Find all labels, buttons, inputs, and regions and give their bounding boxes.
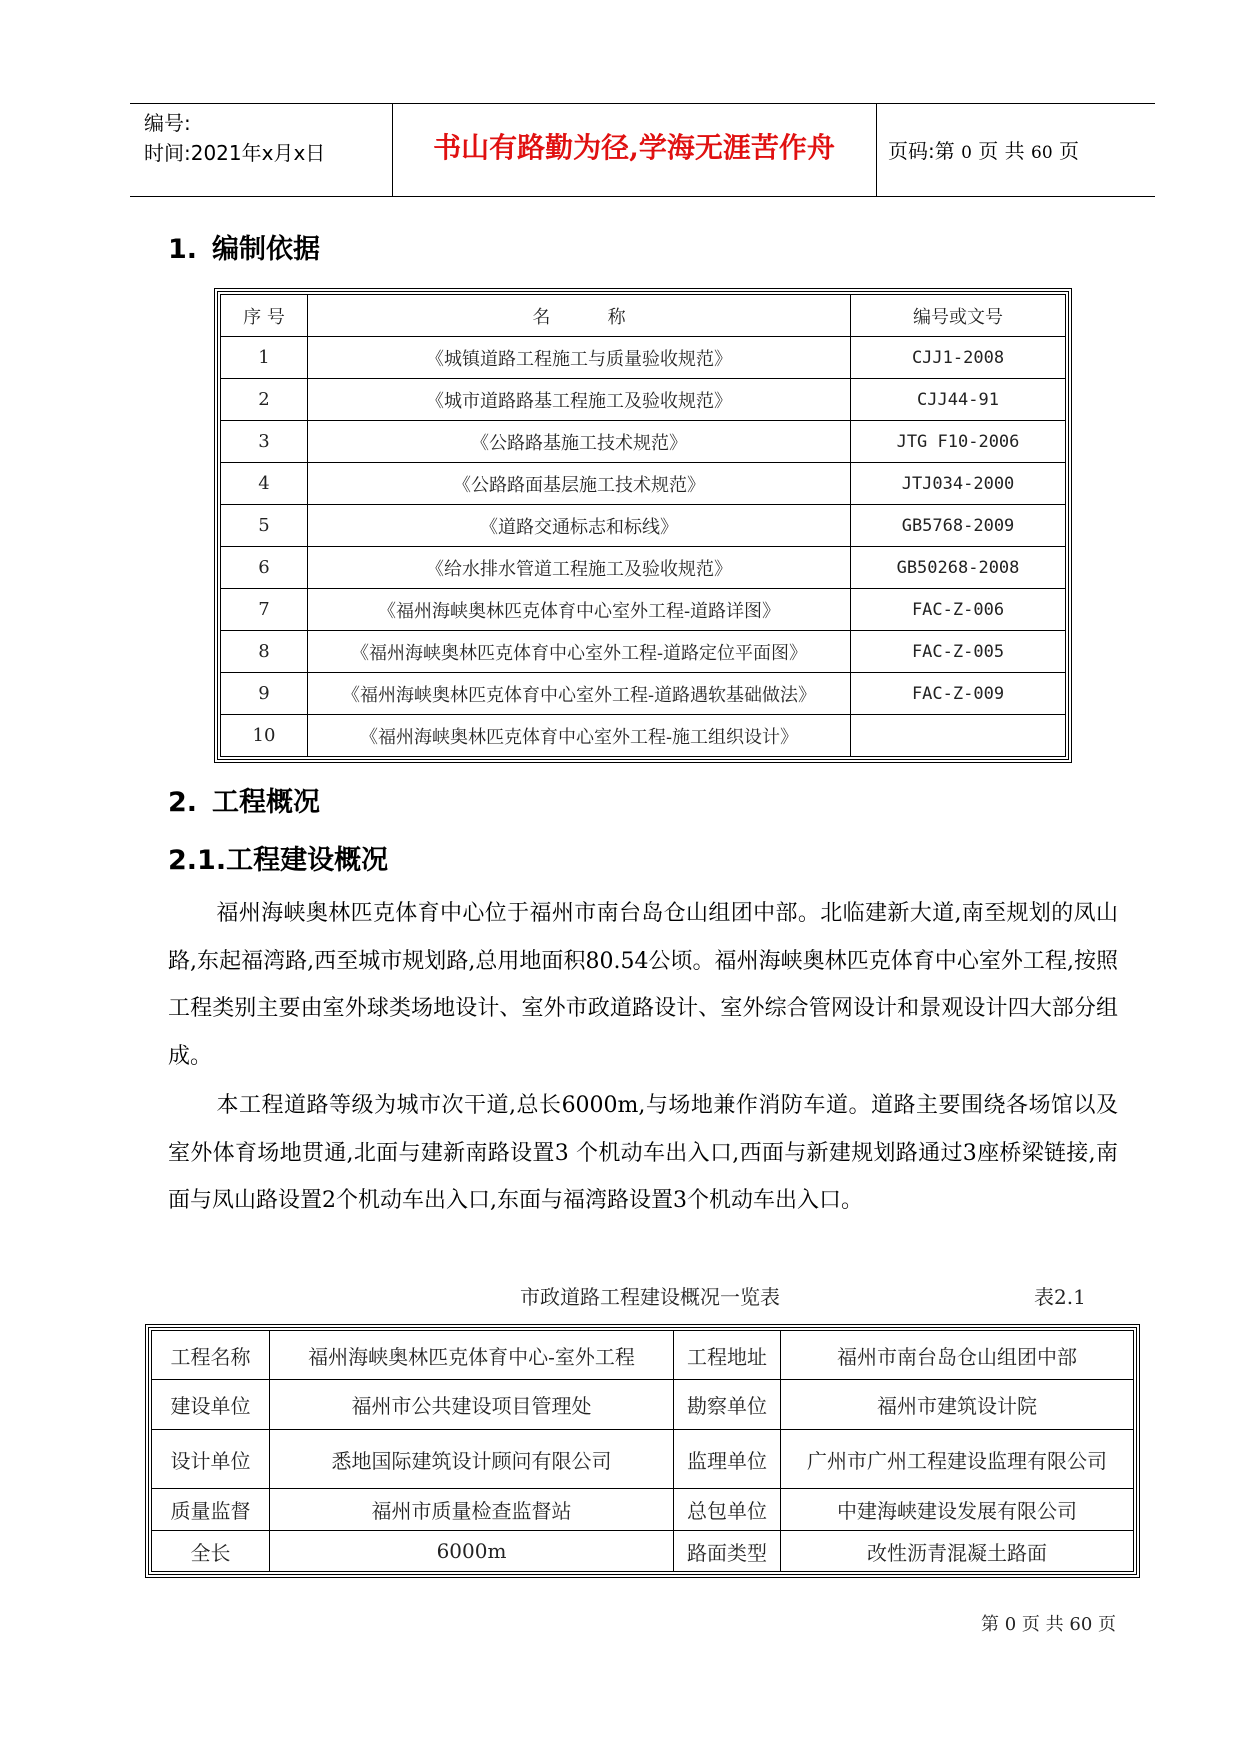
overview-cell-label-b: 路面类型 — [674, 1531, 781, 1572]
overview-cell-value-b: 广州市广州工程建设监理有限公司 — [781, 1430, 1134, 1489]
page-footer: 第 0 页 共 60 页 — [981, 1614, 1116, 1635]
basis-header-code: 编号或文号 — [851, 295, 1066, 337]
basis-table — [214, 288, 1072, 763]
basis-cell-name: 《公路路面基层施工技术规范》 — [308, 463, 851, 505]
basis-cell-code — [851, 715, 1066, 757]
overview-cell-label-b: 工程地址 — [674, 1331, 781, 1380]
header-page-total: 60 — [1031, 143, 1053, 163]
overview-cell-value-b: 福州市建筑设计院 — [781, 1380, 1134, 1430]
overview-cell-label-a: 建设单位 — [152, 1380, 270, 1430]
section-2-heading — [168, 785, 320, 821]
header-page-mid: 页 共 — [978, 139, 1025, 163]
basis-cell-code: FAC-Z-009 — [851, 673, 1066, 715]
basis-cell-no: 6 — [221, 547, 308, 589]
basis-cell-code: GB5768-2009 — [851, 505, 1066, 547]
basis-table-row — [221, 631, 1066, 673]
section-2-title: 工程概况 — [212, 787, 320, 818]
basis-cell-code: FAC-Z-005 — [851, 631, 1066, 673]
basis-cell-name: 《给水排水管道工程施工及验收规范》 — [308, 547, 851, 589]
basis-cell-code: JTG F10-2006 — [851, 421, 1066, 463]
section-1-heading — [168, 232, 320, 268]
basis-cell-name: 《公路路基施工技术规范》 — [308, 421, 851, 463]
basis-cell-no: 9 — [221, 673, 308, 715]
section-2-1-heading: 2.1.工程建设概况 — [168, 845, 389, 876]
paragraph-2 — [168, 1082, 1118, 1225]
overview-table — [145, 1324, 1140, 1578]
basis-cell-no: 5 — [221, 505, 308, 547]
basis-table-row — [221, 715, 1066, 757]
overview-cell-value-a: 福州海峡奥林匹克体育中心-室外工程 — [270, 1331, 674, 1380]
basis-table-header-row — [221, 295, 1066, 337]
header-page-current: 0 — [961, 143, 972, 163]
basis-cell-no: 3 — [221, 421, 308, 463]
basis-cell-name: 《城镇道路工程施工与质量验收规范》 — [308, 337, 851, 379]
basis-cell-name: 《城市道路路基工程施工及验收规范》 — [308, 379, 851, 421]
overview-table-row — [152, 1331, 1134, 1380]
basis-cell-no: 4 — [221, 463, 308, 505]
basis-cell-no: 1 — [221, 337, 308, 379]
basis-cell-no: 2 — [221, 379, 308, 421]
basis-cell-code: CJJ44-91 — [851, 379, 1066, 421]
overview-cell-value-b: 改性沥青混凝土路面 — [781, 1531, 1134, 1572]
basis-cell-code: GB50268-2008 — [851, 547, 1066, 589]
basis-cell-no: 10 — [221, 715, 308, 757]
basis-cell-no: 7 — [221, 589, 308, 631]
overview-table-label: 表2.1 — [1034, 1285, 1086, 1309]
header-page-suffix: 页 — [1059, 139, 1080, 163]
basis-header-name: 名 称 — [308, 295, 851, 337]
paragraph-1-text: 福州海峡奥林匹克体育中心位于福州市南台岛仓山组团中部。北临建新大道,南至规划的凤山路,东起福湾路,西至城市规划路,总用地面积80.54公顷。福州海峡奥林匹克体育中心室外工程,按照工程类别主要由室外球类场地设计、室外市政道路设计、室外综合管网设计和景观设计四大部分组成。 — [168, 901, 1118, 1069]
basis-table-row — [221, 337, 1066, 379]
overview-cell-label-b: 监理单位 — [674, 1430, 781, 1489]
header-motto: 书山有路勤为径,学海无涯苦作舟 — [433, 131, 835, 164]
section-2-number: 2. — [168, 787, 198, 818]
overview-table-row — [152, 1531, 1134, 1572]
basis-cell-name: 《福州海峡奥林匹克体育中心室外工程-道路遇软基础做法》 — [308, 673, 851, 715]
basis-cell-no: 8 — [221, 631, 308, 673]
basis-cell-code: CJJ1-2008 — [851, 337, 1066, 379]
header-meta — [144, 108, 325, 168]
basis-table-row — [221, 463, 1066, 505]
header-time-label: 时间:2021年x月x日 — [144, 141, 326, 165]
basis-cell-name: 《福州海峡奥林匹克体育中心室外工程-道路定位平面图》 — [308, 631, 851, 673]
overview-cell-label-a: 工程名称 — [152, 1331, 270, 1380]
overview-cell-label-b: 总包单位 — [674, 1489, 781, 1531]
header-page-indicator — [888, 136, 1079, 168]
overview-cell-value-a: 福州市公共建设项目管理处 — [270, 1380, 674, 1430]
header-code-label: 编号: — [144, 111, 191, 135]
overview-cell-label-a: 设计单位 — [152, 1430, 270, 1489]
basis-table-row — [221, 589, 1066, 631]
paragraph-1 — [168, 890, 1118, 1080]
basis-table-row — [221, 421, 1066, 463]
basis-cell-name: 《道路交通标志和标线》 — [308, 505, 851, 547]
overview-cell-value-b: 福州市南台岛仓山组团中部 — [781, 1331, 1134, 1380]
header-page-prefix: 页码:第 — [888, 139, 955, 163]
basis-cell-name: 《福州海峡奥林匹克体育中心室外工程-道路详图》 — [308, 589, 851, 631]
basis-table-row — [221, 505, 1066, 547]
overview-cell-label-a: 全长 — [152, 1531, 270, 1572]
basis-cell-code: FAC-Z-006 — [851, 589, 1066, 631]
overview-table-row — [152, 1430, 1134, 1489]
basis-cell-name: 《福州海峡奥林匹克体育中心室外工程-施工组织设计》 — [308, 715, 851, 757]
header-bottom-rule — [130, 196, 1155, 197]
header-divider-right — [876, 103, 877, 197]
section-1-title: 编制依据 — [212, 234, 320, 265]
header-top-rule — [130, 103, 1155, 104]
overview-cell-value-a: 悉地国际建筑设计顾问有限公司 — [270, 1430, 674, 1489]
overview-table-caption: 市政道路工程建设概况一览表 — [520, 1285, 780, 1309]
overview-cell-value-a: 6000m — [270, 1531, 674, 1572]
basis-header-no: 序 号 — [221, 295, 308, 337]
section-1-number: 1. — [168, 234, 198, 265]
overview-cell-value-b: 中建海峡建设发展有限公司 — [781, 1489, 1134, 1531]
overview-cell-label-a: 质量监督 — [152, 1489, 270, 1531]
basis-table-row — [221, 673, 1066, 715]
overview-table-row — [152, 1489, 1134, 1531]
basis-cell-code: JTJ034-2000 — [851, 463, 1066, 505]
overview-table-row — [152, 1380, 1134, 1430]
basis-table-row — [221, 379, 1066, 421]
overview-cell-label-b: 勘察单位 — [674, 1380, 781, 1430]
basis-table-row — [221, 547, 1066, 589]
paragraph-2-text: 本工程道路等级为城市次干道,总长6000m,与场地兼作消防车道。道路主要围绕各场馆以及室外体育场地贯通,北面与建新南路设置3 个机动车出入口,西面与新建规划路通过3座桥梁链接,南面与凤山路设置2个机动车出入口,东面与福湾路设置3个机动车出入口。 — [168, 1093, 1118, 1213]
overview-cell-value-a: 福州市质量检查监督站 — [270, 1489, 674, 1531]
